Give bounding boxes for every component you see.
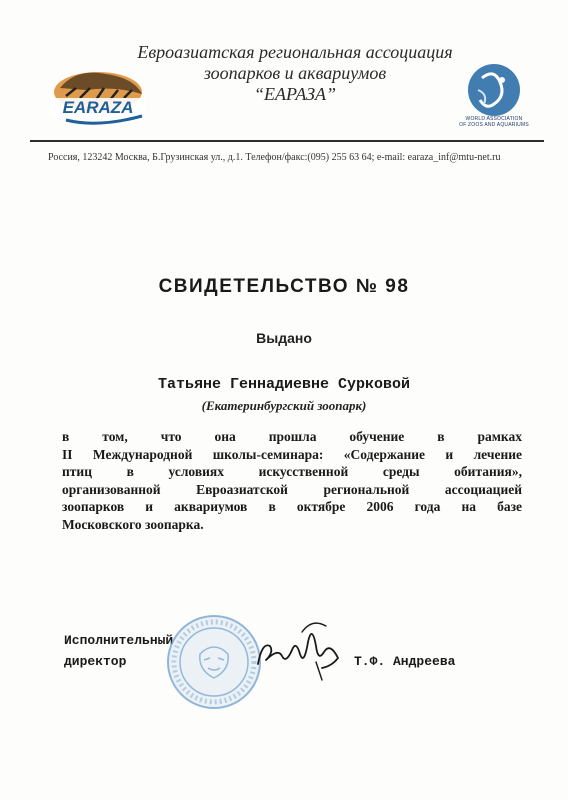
signatory-role-line: директор <box>64 654 127 669</box>
body-line: в том, что она прошла обучение в рамках <box>62 429 522 444</box>
org-name-line: “ЕАРАЗА” <box>253 84 337 104</box>
organization-name <box>110 42 480 105</box>
handwritten-signature-icon <box>252 612 344 682</box>
official-stamp-icon <box>164 612 264 712</box>
certificate-title: СВИДЕТЕЛЬСТВО № 98 <box>158 276 410 297</box>
recipient-affiliation: (Екатеринбургский зоопарк) <box>201 398 367 413</box>
issued-label: Выдано <box>256 330 312 346</box>
certificate-body <box>62 428 522 533</box>
body-line: зоопарков и аквариумов в октябре 2006 года на базе <box>62 499 522 514</box>
org-name-line: зоопарков и аквариумов <box>203 63 387 83</box>
logo-left-text: EARAZA <box>62 98 134 117</box>
org-name-line: Евроазиатская региональная ассоциация <box>137 42 453 62</box>
waza-caption <box>448 116 540 128</box>
signatory-name: Т.Ф. Андреева <box>354 654 456 669</box>
address-line: Россия, 123242 Москва, Б.Грузинская ул., д.1. Телефон/факс:(095) 255 63 64; e-mail: earaza_inf@mtu-net.ru <box>48 152 501 163</box>
body-line: Московского зоопарка. <box>62 516 204 532</box>
header-divider <box>30 140 544 142</box>
waza-caption-line: WORLD ASSOCIATION <box>465 116 523 122</box>
recipient-name: Татьяне Геннадиевне Сурковой <box>157 376 411 393</box>
body-line: организованной Евроазиатской региональной ассоциацией <box>62 481 522 497</box>
waza-caption-line: OF ZOOS AND AQUARIUMS <box>459 122 529 128</box>
body-line: II Международной школы-семинара: «Содержание и лечение <box>62 446 522 462</box>
body-line: птиц в условиях искусственной среды обитания», <box>62 464 522 479</box>
signatory-role-line: Исполнительный <box>64 633 174 648</box>
